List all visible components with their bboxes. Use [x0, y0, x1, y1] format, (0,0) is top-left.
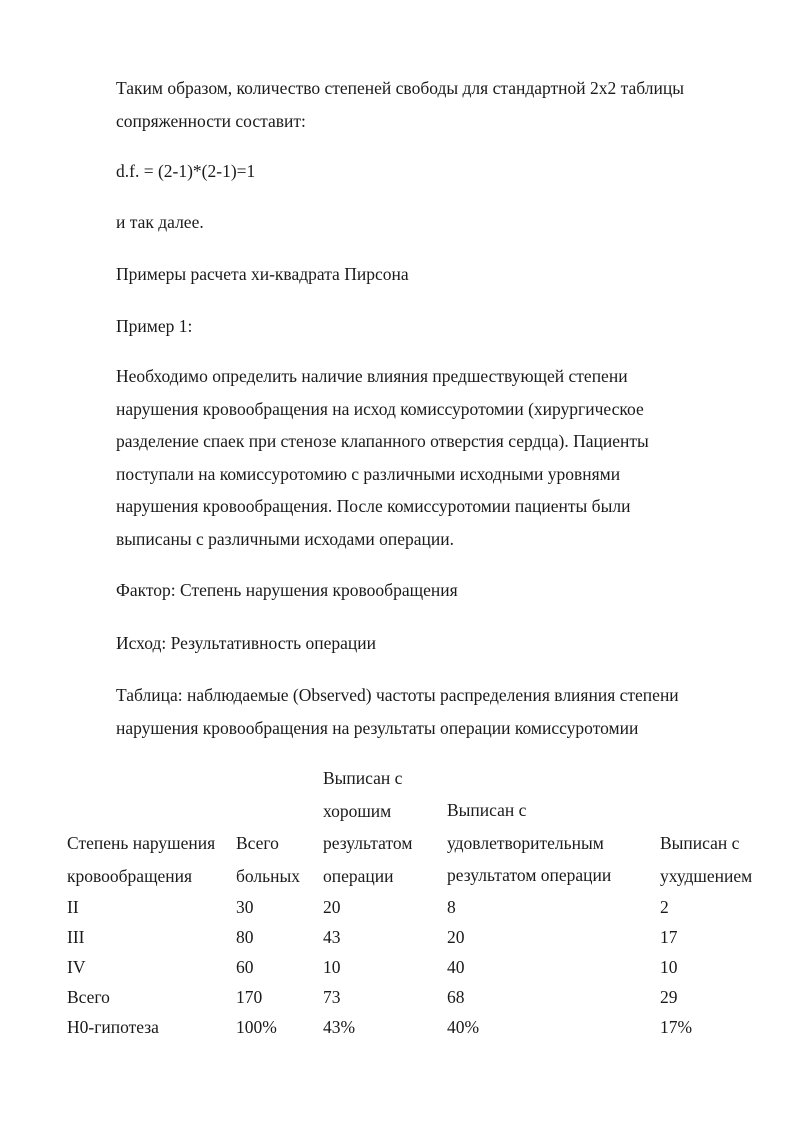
- table-cell: 10: [323, 957, 341, 977]
- table-cell: 2: [660, 897, 669, 917]
- factor-line: Фактор: Степень нарушения кровообращения: [116, 580, 458, 600]
- paragraph-degrees-of-freedom: [116, 72, 756, 137]
- table-cell: 43%: [323, 1017, 356, 1037]
- table-cell: III: [67, 927, 85, 947]
- formula-df: d.f. = (2-1)*(2-1)=1: [116, 161, 256, 181]
- header-cell-satisfactory-result: Выписан с удовлетворительным результатом операции: [447, 800, 612, 885]
- header-cell-worsened: Выписан с ухудшением: [660, 833, 753, 886]
- table-cell: 40: [447, 957, 465, 977]
- table-cell: 170: [236, 987, 263, 1007]
- table-cell: 43: [323, 927, 341, 947]
- text-line: поступали на комиссуротомию с различными исходными уровнями: [116, 463, 621, 484]
- outcome-line: Исход: Результативность операции: [116, 633, 376, 653]
- text-line: нарушения кровообращения. После комиссуротомии пациенты были: [116, 496, 631, 516]
- table-cell: 100%: [236, 1017, 277, 1037]
- table-row: [0, 922, 800, 952]
- table-row: [0, 892, 800, 922]
- table-cell: Н0-гипотеза: [67, 1017, 159, 1037]
- table-row-hypothesis: [0, 1012, 800, 1042]
- text-line: Таким образом, количество степеней свободы для стандартной 2х2 таблицы: [116, 78, 684, 98]
- table-cell: II: [67, 897, 79, 917]
- paragraph-problem-description: [116, 360, 756, 555]
- table-header: [0, 762, 800, 892]
- example-label: Пример 1:: [116, 316, 193, 336]
- text-line: нарушения кровообращения на результаты операции комиссуротомии: [116, 717, 639, 738]
- header-cell-total-patients: Всего больных: [236, 833, 301, 886]
- table-cell: 10: [660, 957, 678, 977]
- header-cell-severity: Степень нарушения кровообращения: [67, 833, 216, 886]
- table-cell: 20: [323, 897, 341, 917]
- table-cell: 17%: [660, 1017, 693, 1037]
- text-line: выписаны с различными исходами операции.: [116, 528, 454, 549]
- text-line: разделение спаек при стенозе клапанного отверстия сердца). Пациенты: [116, 431, 649, 451]
- table-cell: 20: [447, 927, 465, 947]
- table-cell: 30: [236, 897, 254, 917]
- table-cell: 80: [236, 927, 254, 947]
- text-line: Таблица: наблюдаемые (Observed) частоты распределения влияния степени: [116, 685, 679, 705]
- table-cell: IV: [67, 957, 86, 977]
- table-cell: 29: [660, 987, 678, 1007]
- section-title-examples: Примеры расчета хи-квадрата Пирсона: [116, 264, 409, 284]
- table-cell: 8: [447, 897, 456, 917]
- text-line: Необходимо определить наличие влияния предшествующей степени: [116, 366, 628, 386]
- table-cell: 40%: [447, 1017, 480, 1037]
- text-line: сопряженности составит:: [116, 110, 306, 131]
- table-cell: 68: [447, 987, 465, 1007]
- header-cell-good-result: Выписан с хорошим результатом операции: [323, 768, 413, 886]
- table-cell: 60: [236, 957, 254, 977]
- table-row-total: [0, 982, 800, 1012]
- table-row: [0, 952, 800, 982]
- table-cell: Всего: [67, 987, 110, 1007]
- paragraph-and-so-on: и так далее.: [116, 212, 204, 232]
- table-caption: [116, 679, 756, 744]
- text-line: нарушения кровообращения на исход комиссуротомии (хирургическое: [116, 398, 644, 419]
- table-cell: 73: [323, 987, 341, 1007]
- table-cell: 17: [660, 927, 678, 947]
